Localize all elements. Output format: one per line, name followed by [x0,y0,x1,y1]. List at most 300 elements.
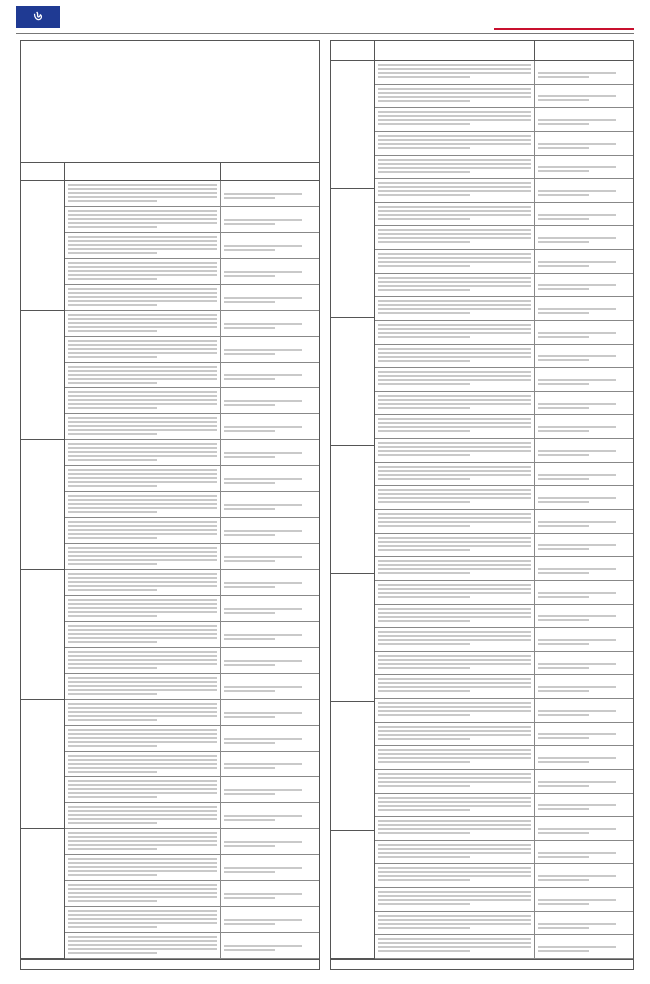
table-row [375,534,633,558]
small-print [538,466,630,483]
small-print-line [378,474,531,476]
small-print [378,844,531,861]
small-print-line [538,643,589,645]
small-print-line [68,703,217,705]
small-print-line [378,218,470,220]
small-print-line [538,663,616,665]
small-print [538,915,630,932]
venue-cell [221,285,319,310]
small-print-line [378,194,470,196]
small-print-line [224,530,302,532]
small-print-line [68,940,217,942]
venue-cell [221,337,319,362]
venue-cell [535,486,633,509]
small-print-line [538,525,589,527]
small-print-line [538,214,616,216]
small-print-line [68,693,157,695]
small-print-line [68,599,217,601]
small-print-line [68,443,217,445]
small-print [378,111,531,128]
roll-numbers-cell [65,596,221,621]
small-print-line [378,135,531,137]
venue-cell [221,752,319,777]
small-print [224,599,316,618]
small-print-line [378,430,470,432]
venue-cell [535,581,633,604]
table-row [375,510,633,534]
small-print-line [538,95,616,97]
small-print-line [378,261,531,263]
small-print-line [224,712,302,714]
small-print-line [538,899,616,901]
small-print [538,608,630,625]
small-print-line [68,300,217,302]
small-print-line [224,767,275,769]
small-print-line [378,781,531,783]
small-print [538,395,630,412]
table-row [375,699,633,723]
small-print-line [68,188,217,190]
venue-cell [221,259,319,284]
exam-date-group [21,570,65,700]
roll-numbers-cell [65,803,221,828]
small-print-line [68,330,157,332]
small-print-line [538,923,616,925]
roll-numbers-cell [375,368,535,391]
small-print-line [68,633,217,635]
small-print-line [68,914,217,916]
small-print-line [538,856,589,858]
small-print-line [378,663,531,665]
exam-date-group [21,181,65,311]
small-print [538,348,630,365]
small-print [224,469,316,488]
small-print [68,288,217,307]
roll-numbers-cell [65,855,221,880]
small-print-line [68,533,217,535]
venue-cell [535,723,633,746]
small-print-line [378,643,470,645]
small-print-line [68,711,217,713]
small-print-line [378,395,531,397]
small-print [68,469,217,488]
small-print-line [224,690,275,692]
small-print-line [378,635,531,637]
small-print [378,655,531,672]
small-print-line [68,858,217,860]
small-print-line [378,454,470,456]
small-print-line [378,568,531,570]
notice-header [21,41,319,163]
table-row [375,226,633,250]
table-header-date [331,41,375,60]
roll-numbers-cell [65,233,221,258]
small-print-line [538,521,616,523]
small-print-line [68,374,217,376]
column-footer [331,959,633,969]
venue-cell [221,933,319,958]
venue-cell [535,794,633,817]
small-print-line [378,182,531,184]
small-print-line [538,710,616,712]
roll-numbers-cell [375,156,535,179]
small-print [378,608,531,625]
small-print-line [68,667,157,669]
small-print-line [68,573,217,575]
roll-numbers-cell [375,108,535,131]
small-print [68,340,217,359]
small-print-line [224,634,302,636]
small-print [224,729,316,748]
small-print-line [68,421,217,423]
small-print-line [378,229,531,231]
table-row [65,259,319,285]
table-row [375,250,633,274]
exam-date-group [21,700,65,830]
small-print-line [378,466,531,468]
small-print-line [378,72,531,74]
table-row [375,794,633,818]
small-print-line [68,222,217,224]
small-print-line [68,200,157,202]
small-print-line [224,478,302,480]
small-print [538,678,630,695]
small-print [224,366,316,385]
small-print-line [224,430,275,432]
small-print [538,64,630,81]
venue-cell [535,156,633,179]
small-print [538,655,630,672]
venue-cell [535,250,633,273]
small-print-line [378,513,531,515]
small-print-line [378,879,470,881]
table-header-date [21,163,65,180]
venue-cell [535,321,633,344]
venue-cell [221,907,319,932]
venue-cell [535,888,633,911]
small-print-line [68,551,217,553]
small-print-line [378,328,531,330]
venue-cell [221,440,319,465]
small-print-line [68,348,217,350]
small-print [224,262,316,281]
small-print-line [538,336,589,338]
small-print-line [538,832,589,834]
small-print-line [538,407,589,409]
small-print-line [378,332,531,334]
small-print [224,677,316,696]
small-print-line [378,96,531,98]
small-print [224,314,316,333]
small-print-line [68,763,217,765]
roll-numbers-cell [375,85,535,108]
small-print-line [538,450,616,452]
small-print-line [68,248,217,250]
small-print [538,844,630,861]
small-print-line [224,349,302,351]
small-print-line [68,433,157,435]
small-print-line [224,897,275,899]
small-print-line [68,503,217,505]
roll-numbers-cell [375,841,535,864]
small-print-line [68,896,217,898]
table-row [375,723,633,747]
small-print-line [68,485,157,487]
small-print-line [538,147,589,149]
table-row [375,61,633,85]
exam-date-group [331,831,375,959]
small-print-line [224,197,275,199]
left-column [20,40,320,970]
small-print-line [378,233,531,235]
venue-cell [221,518,319,543]
small-print-line [68,611,217,613]
small-print [68,443,217,462]
small-print-line [68,607,217,609]
small-print-line [378,517,531,519]
small-print-line [68,525,217,527]
small-print-line [378,253,531,255]
roll-numbers-cell [375,794,535,817]
small-print-line [68,918,217,920]
roll-numbers-cell [375,463,535,486]
small-print-line [68,352,217,354]
small-print-line [378,714,470,716]
small-print-line [224,456,275,458]
table-header-roll-numbers [375,41,535,60]
small-print-line [224,742,275,744]
small-print-line [538,218,589,220]
small-print [68,495,217,514]
small-print-line [224,612,275,614]
small-print [68,366,217,385]
small-print-line [378,210,531,212]
small-print-line [378,493,531,495]
small-print [224,625,316,644]
small-print-line [538,312,589,314]
small-print-line [378,805,531,807]
small-print [378,938,531,955]
small-print-line [378,450,531,452]
table-row [65,596,319,622]
small-print [378,678,531,695]
small-print [538,938,630,955]
exam-venue-table [21,163,319,959]
venue-cell [221,700,319,725]
small-print [538,418,630,435]
table-row [65,518,319,544]
small-print-line [538,596,589,598]
small-print-line [224,245,302,247]
table-row [375,439,633,463]
venue-cell [221,674,319,699]
small-print-line [538,379,616,381]
venue-cell [535,179,633,202]
small-print [378,159,531,176]
roll-numbers-cell [375,250,535,273]
small-print [378,64,531,81]
table-row [375,85,633,109]
roll-numbers-cell [375,392,535,415]
small-print-line [224,400,302,402]
table-row [65,829,319,855]
table-row [375,392,633,416]
small-print-line [378,418,531,420]
small-print-line [378,111,531,113]
roll-numbers-cell [375,864,535,887]
small-print [378,324,531,341]
small-print-line [68,715,217,717]
small-print-line [224,582,302,584]
small-print-line [68,292,217,294]
small-print-line [538,903,589,905]
small-print [68,184,217,203]
small-print-line [378,399,531,401]
small-print-line [378,159,531,161]
small-print-line [538,737,589,739]
small-print-line [68,892,217,894]
small-print [224,547,316,566]
small-print [378,797,531,814]
small-print-line [378,560,531,562]
small-print-line [378,753,531,755]
small-print-line [378,824,531,826]
small-print-line [538,332,616,334]
venue-cell [535,463,633,486]
roll-numbers-cell [375,557,535,580]
roll-numbers-cell [65,440,221,465]
small-print-line [378,848,531,850]
small-print-line [538,501,589,503]
small-print-line [538,667,589,669]
small-print [378,749,531,766]
venue-cell [221,726,319,751]
table-row [375,770,633,794]
small-print-line [378,545,531,547]
small-print-line [224,504,302,506]
small-print [378,584,531,601]
small-print-line [68,429,217,431]
table-header-venue [221,163,319,180]
small-print [68,262,217,281]
small-print-line [68,455,217,457]
small-print-line [378,938,531,940]
small-print-line [378,241,470,243]
small-print-line [378,537,531,539]
small-print-line [68,563,157,565]
small-print-line [224,686,302,688]
small-print-line [68,792,217,794]
roll-numbers-cell [65,518,221,543]
small-print-line [378,289,470,291]
small-print-line [538,143,616,145]
small-print-line [68,585,217,587]
small-print-line [68,767,217,769]
venue-cell [221,648,319,673]
small-print-line [68,481,217,483]
small-print-line [538,804,616,806]
small-print [378,253,531,270]
small-print-line [378,844,531,846]
small-print-line [224,919,302,921]
small-print-line [378,686,531,688]
small-print-line [378,163,531,165]
small-print-line [538,946,616,948]
table-row [65,648,319,674]
roll-numbers-cell [65,337,221,362]
small-print-line [68,382,157,384]
small-print-line [538,72,616,74]
small-print-line [68,399,217,401]
small-print-line [224,534,275,536]
date-line [70,4,220,14]
small-print [224,210,316,229]
table-row [375,817,633,841]
small-print-line [68,866,217,868]
small-print-line [378,312,470,314]
small-print-line [68,729,217,731]
table-row [375,864,633,888]
small-print [378,88,531,105]
small-print-line [538,76,589,78]
small-print [538,300,630,317]
venue-cell [535,108,633,131]
small-print-line [538,308,616,310]
small-print [224,184,316,203]
table-row [65,881,319,907]
small-print-line [68,884,217,886]
small-print-line [68,577,217,579]
small-print-line [68,296,217,298]
small-print-line [68,370,217,372]
small-print-line [224,219,302,221]
small-print-line [378,68,531,70]
small-print [224,288,316,307]
small-print [538,135,630,152]
small-print-line [538,686,616,688]
notice-body-line [21,141,319,149]
venue-cell [535,935,633,958]
small-print-line [68,862,217,864]
small-print-line [378,308,531,310]
small-print-line [68,840,217,842]
small-print-line [68,252,157,254]
small-print-line [68,529,217,531]
small-print-line [224,789,302,791]
small-print-line [68,507,217,509]
small-print-line [68,788,217,790]
small-print-line [68,356,157,358]
small-print-line [224,297,302,299]
small-print-line [378,655,531,657]
small-print-line [224,301,275,303]
small-print-line [68,685,217,687]
exam-date-group [21,311,65,441]
newspaper-logo [494,4,634,30]
table-row [65,752,319,778]
table-row [375,652,633,676]
table-row [375,912,633,936]
column-footer [21,959,319,969]
exam-date-group [331,446,375,574]
small-print-line [68,625,217,627]
small-print-line [538,194,589,196]
roll-numbers-cell [375,581,535,604]
small-print [68,599,217,618]
small-print-line [378,738,470,740]
small-print-line [538,927,589,929]
small-print-line [378,871,531,873]
